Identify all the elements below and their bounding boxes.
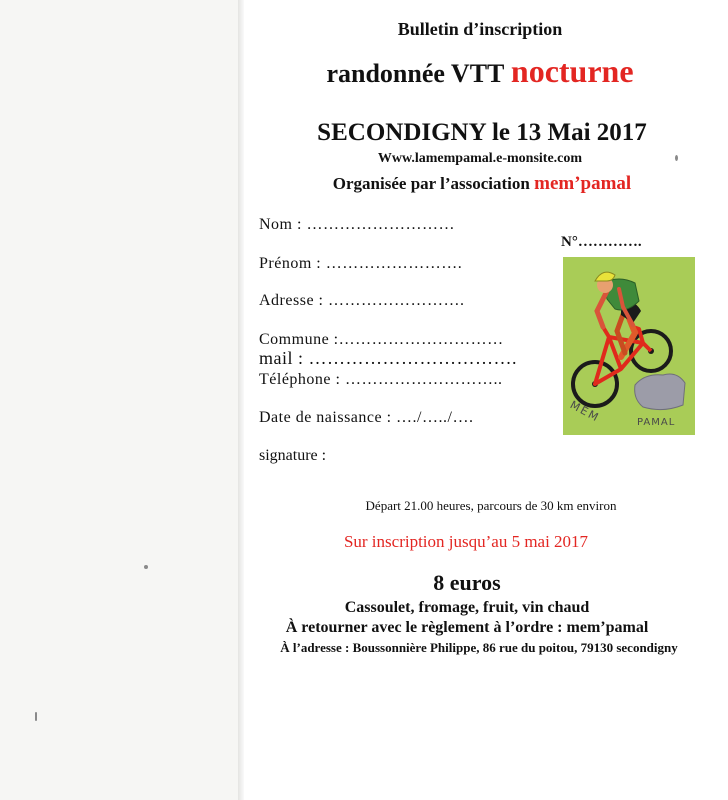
left-page-blank — [0, 0, 243, 800]
event-title-prefix: randonnée VTT — [326, 59, 505, 88]
cyclist-drawing — [563, 257, 695, 435]
field-telephone: Téléphone : ……………………….. — [259, 371, 503, 388]
registration-number: N°…………. — [561, 234, 642, 250]
drawing-caption-right: PAMAL — [637, 417, 676, 428]
price: 8 euros — [433, 570, 501, 595]
paper-speck — [144, 565, 148, 569]
location-date: SECONDIGNY le 13 Mai 2017 — [317, 119, 647, 146]
paper-speck — [35, 712, 37, 721]
field-mail: mail : ……………………………. — [259, 348, 517, 368]
field-commune: Commune :………………………… — [259, 331, 504, 348]
field-prenom: Prénom : ……………………. — [259, 255, 463, 272]
menu-info: Cassoulet, fromage, fruit, vin chaud — [344, 599, 590, 616]
website-link[interactable]: Www.lamempamal.e-monsite.com — [377, 151, 583, 166]
event-title — [326, 53, 633, 90]
paper-speck — [675, 155, 678, 161]
organizer-line — [333, 173, 631, 195]
event-title-highlight: nocturne — [510, 53, 634, 89]
organizer-name: mem’pamal — [534, 173, 632, 194]
form-title: Bulletin d’inscription — [397, 19, 563, 39]
postal-address: À l’adresse : Boussonnière Philippe, 86 rue du poitou, 79130 secondigny — [280, 640, 678, 655]
field-signature: signature : — [259, 447, 327, 464]
organizer-prefix: Organisée par l’association — [332, 174, 530, 193]
field-birthdate: Date de naissance : …./…../…. — [259, 409, 474, 426]
registration-deadline: Sur inscription jusqu’au 5 mai 2017 — [343, 532, 589, 551]
departure-info: Départ 21.00 heures, parcours de 30 km environ — [365, 498, 617, 513]
drawing-caption-left: MEM — [567, 398, 603, 425]
field-adresse: Adresse : ……………………. — [259, 292, 465, 309]
return-instructions: À retourner avec le règlement à l’ordre : mem’pamal — [285, 619, 649, 636]
field-nom: Nom : ……………………… — [259, 216, 455, 233]
